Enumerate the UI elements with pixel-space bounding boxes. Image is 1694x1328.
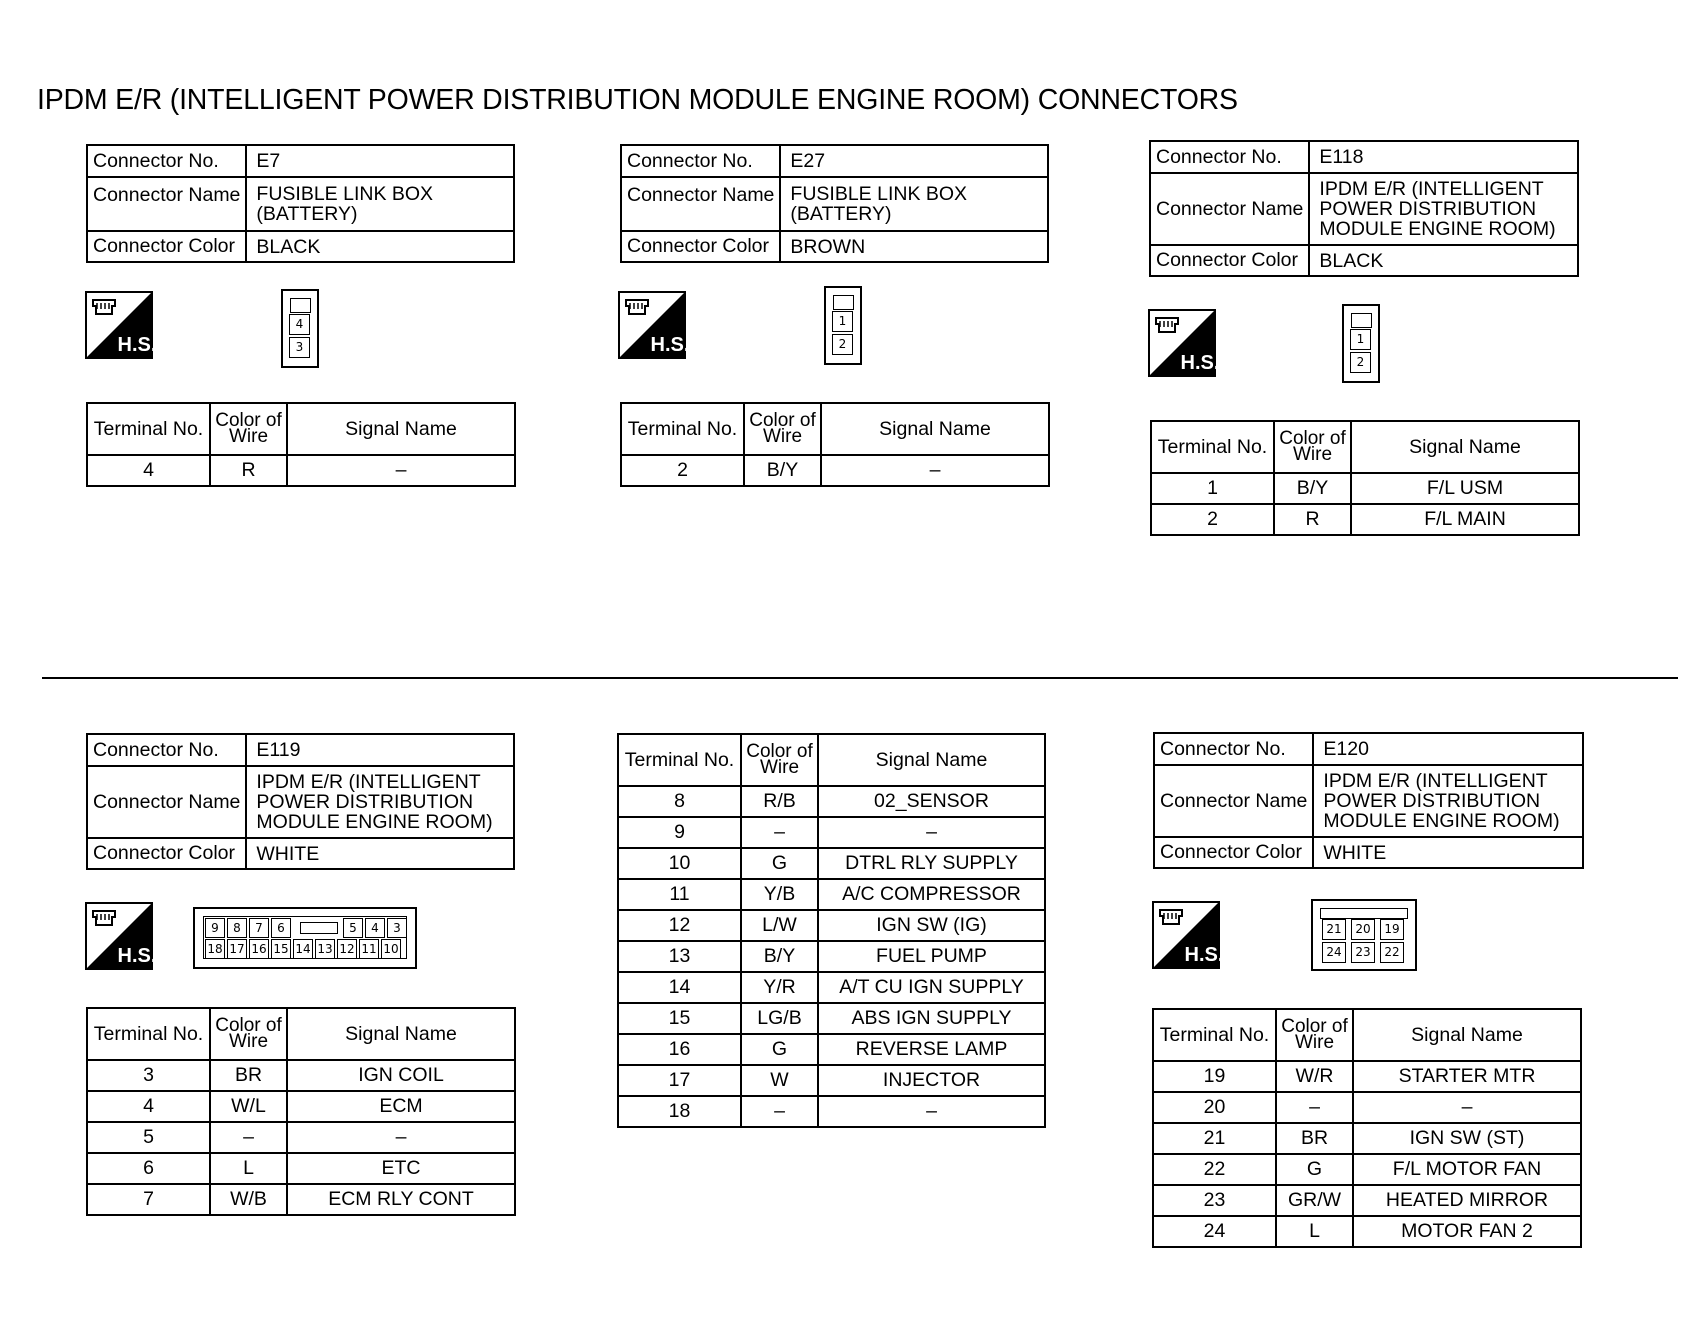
terminal-no-cell: 18 bbox=[618, 1096, 741, 1127]
terminal-arrangement-e7 bbox=[281, 289, 319, 368]
section-divider bbox=[42, 677, 1678, 679]
signal-name-cell: REVERSE LAMP bbox=[818, 1034, 1045, 1065]
connector-name-line: (BATTERY) bbox=[256, 203, 358, 225]
color-of-text: Color of bbox=[1279, 428, 1346, 449]
wire-color-cell: B/Y bbox=[744, 455, 821, 486]
connector-name-value bbox=[1309, 173, 1578, 245]
pin-cell: 4 bbox=[289, 314, 310, 335]
connector-no-label: Connector No. bbox=[1150, 141, 1309, 173]
signal-name-header: Signal Name bbox=[1351, 421, 1579, 473]
hs-label: H.S. bbox=[117, 334, 153, 356]
pin-cell: 3 bbox=[289, 337, 310, 358]
terminal-no-cell: 22 bbox=[1153, 1154, 1276, 1185]
table-row bbox=[618, 817, 1045, 848]
color-of-wire-header bbox=[1276, 1009, 1353, 1061]
wire-color-cell: GR/W bbox=[1276, 1185, 1353, 1216]
signal-name-cell: – bbox=[1353, 1092, 1581, 1123]
connector-no-label: Connector No. bbox=[87, 734, 246, 766]
terminal-no-cell: 11 bbox=[618, 879, 741, 910]
signal-name-cell: STARTER MTR bbox=[1353, 1061, 1581, 1092]
signal-name-cell: – bbox=[287, 1122, 515, 1153]
connector-info-e119 bbox=[86, 733, 515, 870]
pin-cell: 15 bbox=[271, 939, 291, 959]
pin-cell: 4 bbox=[365, 918, 385, 938]
connector-name-line: FUSIBLE LINK BOX bbox=[256, 183, 434, 205]
terminal-no-cell: 1 bbox=[1151, 473, 1274, 504]
connector-name-line: (BATTERY) bbox=[790, 203, 892, 225]
wire-color-cell: R bbox=[1274, 504, 1351, 535]
table-row bbox=[1153, 1154, 1581, 1185]
color-of-wire-header bbox=[1274, 421, 1351, 473]
wire-text: Wire bbox=[762, 426, 803, 447]
connector-name-label: Connector Name bbox=[87, 177, 246, 231]
pin-cell: 22 bbox=[1380, 942, 1404, 963]
terminal-arrangement-e27 bbox=[824, 286, 862, 365]
signal-name-cell: IGN SW (IG) bbox=[818, 910, 1045, 941]
wire-text: Wire bbox=[759, 757, 800, 778]
signal-name-cell: IGN COIL bbox=[287, 1060, 515, 1091]
wire-color-cell: R/B bbox=[741, 786, 818, 817]
terminal-no-header: Terminal No. bbox=[1153, 1009, 1276, 1061]
hs-label: H.S. bbox=[1184, 944, 1220, 966]
terminal-no-cell: 2 bbox=[1151, 504, 1274, 535]
table-row bbox=[618, 879, 1045, 910]
table-row bbox=[618, 1034, 1045, 1065]
terminal-no-cell: 4 bbox=[87, 1091, 210, 1122]
pin-cell: 13 bbox=[315, 939, 335, 959]
signal-name-cell: HEATED MIRROR bbox=[1353, 1185, 1581, 1216]
terminal-no-header: Terminal No. bbox=[618, 734, 741, 786]
wire-color-cell: G bbox=[741, 1034, 818, 1065]
table-row bbox=[87, 1060, 515, 1091]
connector-name-label: Connector Name bbox=[621, 177, 780, 231]
hs-connector-icon bbox=[1148, 309, 1216, 377]
connector-name-line: MODULE ENGINE ROOM) bbox=[256, 811, 493, 833]
color-of-wire-header bbox=[210, 403, 287, 455]
pin-cell: 8 bbox=[227, 918, 247, 938]
connector-no-value: E7 bbox=[246, 145, 514, 177]
wire-color-cell: L/W bbox=[741, 910, 818, 941]
pin-cell: 9 bbox=[205, 918, 225, 938]
wire-color-cell: B/Y bbox=[741, 941, 818, 972]
connector-name-label: Connector Name bbox=[1150, 173, 1309, 245]
wire-color-cell: W bbox=[741, 1065, 818, 1096]
table-row bbox=[87, 1153, 515, 1184]
signal-name-cell: – bbox=[818, 817, 1045, 848]
signal-name-cell: DTRL RLY SUPPLY bbox=[818, 848, 1045, 879]
table-row bbox=[618, 910, 1045, 941]
table-row bbox=[87, 455, 515, 486]
wire-color-cell: LG/B bbox=[741, 1003, 818, 1034]
wire-text: Wire bbox=[1294, 1032, 1335, 1053]
wire-color-cell: – bbox=[1276, 1092, 1353, 1123]
hs-label: H.S. bbox=[117, 945, 153, 967]
terminal-arrangement-e120 bbox=[1311, 899, 1417, 971]
connector-no-label: Connector No. bbox=[621, 145, 780, 177]
table-row bbox=[1153, 1061, 1581, 1092]
table-row bbox=[618, 848, 1045, 879]
terminal-table-e27 bbox=[620, 402, 1050, 487]
table-row bbox=[1151, 473, 1579, 504]
terminal-no-header: Terminal No. bbox=[1151, 421, 1274, 473]
wire-text: Wire bbox=[1292, 444, 1333, 465]
connector-no-label: Connector No. bbox=[1154, 733, 1313, 765]
color-of-text: Color of bbox=[215, 410, 282, 431]
terminal-no-cell: 7 bbox=[87, 1184, 210, 1215]
terminal-no-cell: 9 bbox=[618, 817, 741, 848]
terminal-no-cell: 12 bbox=[618, 910, 741, 941]
color-of-wire-header bbox=[744, 403, 821, 455]
wire-color-cell: BR bbox=[1276, 1123, 1353, 1154]
terminal-no-header: Terminal No. bbox=[87, 1008, 210, 1060]
table-row bbox=[1153, 1092, 1581, 1123]
connector-name-line: FUSIBLE LINK BOX bbox=[790, 183, 968, 205]
terminal-no-cell: 4 bbox=[87, 455, 210, 486]
pin-cell: 11 bbox=[359, 939, 379, 959]
terminal-no-cell: 23 bbox=[1153, 1185, 1276, 1216]
wire-color-cell: L bbox=[1276, 1216, 1353, 1247]
connector-name-line: POWER DISTRIBUTION bbox=[1319, 198, 1537, 220]
connector-info-e7 bbox=[86, 144, 515, 263]
connector-color-label: Connector Color bbox=[1150, 245, 1309, 276]
terminal-table-e118 bbox=[1150, 420, 1580, 536]
pin-cell: 20 bbox=[1351, 919, 1375, 940]
pin-cell: 1 bbox=[832, 311, 853, 332]
terminal-no-cell: 8 bbox=[618, 786, 741, 817]
connector-name-line: IPDM E/R (INTELLIGENT bbox=[256, 771, 481, 793]
table-row bbox=[1153, 1216, 1581, 1247]
signal-name-header: Signal Name bbox=[821, 403, 1049, 455]
terminal-no-cell: 15 bbox=[618, 1003, 741, 1034]
terminal-no-cell: 14 bbox=[618, 972, 741, 1003]
signal-name-cell: FUEL PUMP bbox=[818, 941, 1045, 972]
table-row bbox=[618, 972, 1045, 1003]
connector-color-value: BLACK bbox=[246, 231, 514, 262]
color-of-wire-header bbox=[210, 1008, 287, 1060]
signal-name-cell: – bbox=[818, 1096, 1045, 1127]
wire-color-cell: – bbox=[741, 817, 818, 848]
terminal-arrangement-e119 bbox=[193, 907, 417, 969]
connector-latch bbox=[833, 295, 854, 310]
pin-cell: 12 bbox=[337, 939, 357, 959]
wire-text: Wire bbox=[228, 426, 269, 447]
signal-name-cell: ECM RLY CONT bbox=[287, 1184, 515, 1215]
terminal-no-cell: 3 bbox=[87, 1060, 210, 1091]
table-row bbox=[1153, 1185, 1581, 1216]
color-of-wire-header bbox=[741, 734, 818, 786]
signal-name-cell: ETC bbox=[287, 1153, 515, 1184]
connector-latch bbox=[1351, 313, 1372, 328]
terminal-table-e119-continued bbox=[617, 733, 1046, 1128]
connector-name-value bbox=[246, 177, 514, 231]
connector-info-e27 bbox=[620, 144, 1049, 263]
table-row bbox=[621, 455, 1049, 486]
connector-no-value: E27 bbox=[780, 145, 1048, 177]
pin-cell: 24 bbox=[1322, 942, 1346, 963]
terminal-no-cell: 21 bbox=[1153, 1123, 1276, 1154]
wire-color-cell: – bbox=[210, 1122, 287, 1153]
signal-name-cell: A/C COMPRESSOR bbox=[818, 879, 1045, 910]
terminal-no-header: Terminal No. bbox=[621, 403, 744, 455]
pin-cell: 16 bbox=[249, 939, 269, 959]
table-row bbox=[1151, 504, 1579, 535]
connector-name-line: POWER DISTRIBUTION bbox=[1323, 790, 1541, 812]
pin-cell: 2 bbox=[1350, 352, 1371, 373]
pin-cell: 23 bbox=[1351, 942, 1375, 963]
connector-color-value: BROWN bbox=[780, 231, 1048, 262]
signal-name-cell: – bbox=[287, 455, 515, 486]
connector-info-e118 bbox=[1149, 140, 1579, 277]
wire-color-cell: R bbox=[210, 455, 287, 486]
terminal-no-cell: 17 bbox=[618, 1065, 741, 1096]
pin-cell: 17 bbox=[227, 939, 247, 959]
wire-color-cell: B/Y bbox=[1274, 473, 1351, 504]
connector-color-label: Connector Color bbox=[1154, 837, 1313, 868]
wire-color-cell: W/L bbox=[210, 1091, 287, 1122]
page-title: IPDM E/R (INTELLIGENT POWER DISTRIBUTION MODULE ENGINE ROOM) CONNECTORS bbox=[37, 84, 1238, 116]
pin-cell: 19 bbox=[1380, 919, 1404, 940]
pin-cell: 14 bbox=[293, 939, 313, 959]
signal-name-cell: MOTOR FAN 2 bbox=[1353, 1216, 1581, 1247]
pin-cell: 21 bbox=[1322, 919, 1346, 940]
wire-color-cell: G bbox=[741, 848, 818, 879]
connector-name-line: MODULE ENGINE ROOM) bbox=[1319, 218, 1556, 240]
terminal-no-cell: 6 bbox=[87, 1153, 210, 1184]
table-row bbox=[87, 1091, 515, 1122]
connector-name-value bbox=[246, 766, 514, 838]
pin-cell: 6 bbox=[271, 918, 291, 938]
color-of-text: Color of bbox=[215, 1015, 282, 1036]
pin-cell: 5 bbox=[343, 918, 363, 938]
wire-text: Wire bbox=[228, 1031, 269, 1052]
color-of-text: Color of bbox=[749, 410, 816, 431]
terminal-table-e120 bbox=[1152, 1008, 1582, 1248]
pin-cell: 1 bbox=[1350, 329, 1371, 350]
pin-cell: 10 bbox=[381, 939, 401, 959]
connector-color-label: Connector Color bbox=[87, 838, 246, 869]
color-of-text: Color of bbox=[1281, 1016, 1348, 1037]
table-row bbox=[87, 1122, 515, 1153]
connector-no-value: E120 bbox=[1313, 733, 1583, 765]
hs-connector-icon bbox=[85, 291, 153, 359]
signal-name-cell: ABS IGN SUPPLY bbox=[818, 1003, 1045, 1034]
terminal-no-cell: 16 bbox=[618, 1034, 741, 1065]
wire-color-cell: – bbox=[741, 1096, 818, 1127]
pin-cell: 2 bbox=[832, 334, 853, 355]
wire-color-cell: Y/B bbox=[741, 879, 818, 910]
table-row bbox=[618, 941, 1045, 972]
wire-color-cell: W/R bbox=[1276, 1061, 1353, 1092]
hs-connector-icon bbox=[85, 902, 153, 970]
connector-no-value: E119 bbox=[246, 734, 514, 766]
hs-label: H.S. bbox=[650, 334, 686, 356]
signal-name-header: Signal Name bbox=[287, 1008, 515, 1060]
terminal-no-cell: 24 bbox=[1153, 1216, 1276, 1247]
connector-name-label: Connector Name bbox=[1154, 765, 1313, 837]
connector-color-label: Connector Color bbox=[87, 231, 246, 262]
connector-no-label: Connector No. bbox=[87, 145, 246, 177]
connector-name-value bbox=[1313, 765, 1583, 837]
wire-color-cell: Y/R bbox=[741, 972, 818, 1003]
signal-name-cell: INJECTOR bbox=[818, 1065, 1045, 1096]
connector-color-label: Connector Color bbox=[621, 231, 780, 262]
signal-name-cell: – bbox=[821, 455, 1049, 486]
terminal-table-e7 bbox=[86, 402, 516, 487]
connector-name-line: POWER DISTRIBUTION bbox=[256, 791, 474, 813]
connector-info-e120 bbox=[1153, 732, 1584, 869]
pin-cell: 7 bbox=[249, 918, 269, 938]
table-row bbox=[618, 1065, 1045, 1096]
signal-name-cell: F/L USM bbox=[1351, 473, 1579, 504]
terminal-no-cell: 20 bbox=[1153, 1092, 1276, 1123]
signal-name-cell: A/T CU IGN SUPPLY bbox=[818, 972, 1045, 1003]
pin-cell: 3 bbox=[387, 918, 407, 938]
hs-connector-icon bbox=[618, 291, 686, 359]
connector-name-value bbox=[780, 177, 1048, 231]
wire-color-cell: W/B bbox=[210, 1184, 287, 1215]
connector-no-value: E118 bbox=[1309, 141, 1578, 173]
terminal-no-cell: 2 bbox=[621, 455, 744, 486]
signal-name-header: Signal Name bbox=[1353, 1009, 1581, 1061]
table-row bbox=[618, 1003, 1045, 1034]
connector-name-label: Connector Name bbox=[87, 766, 246, 838]
signal-name-header: Signal Name bbox=[287, 403, 515, 455]
terminal-no-header: Terminal No. bbox=[87, 403, 210, 455]
signal-name-header: Signal Name bbox=[818, 734, 1045, 786]
hs-connector-icon bbox=[1152, 901, 1220, 969]
connector-color-value: WHITE bbox=[246, 838, 514, 869]
connector-color-value: BLACK bbox=[1309, 245, 1578, 276]
wire-color-cell: BR bbox=[210, 1060, 287, 1091]
table-row bbox=[87, 1184, 515, 1215]
terminal-table-e119 bbox=[86, 1007, 516, 1216]
signal-name-cell: F/L MAIN bbox=[1351, 504, 1579, 535]
table-row bbox=[1153, 1123, 1581, 1154]
connector-latch bbox=[300, 922, 338, 934]
connector-latch bbox=[1320, 908, 1408, 919]
signal-name-cell: ECM bbox=[287, 1091, 515, 1122]
connector-latch bbox=[290, 298, 311, 313]
wire-color-cell: G bbox=[1276, 1154, 1353, 1185]
connector-name-line: IPDM E/R (INTELLIGENT bbox=[1319, 178, 1544, 200]
table-row bbox=[618, 1096, 1045, 1127]
hs-label: H.S. bbox=[1180, 352, 1216, 374]
terminal-no-cell: 19 bbox=[1153, 1061, 1276, 1092]
pin-cell: 18 bbox=[205, 939, 225, 959]
signal-name-cell: IGN SW (ST) bbox=[1353, 1123, 1581, 1154]
terminal-no-cell: 5 bbox=[87, 1122, 210, 1153]
connector-name-line: MODULE ENGINE ROOM) bbox=[1323, 810, 1560, 832]
terminal-arrangement-e118 bbox=[1342, 304, 1380, 383]
connector-name-line: IPDM E/R (INTELLIGENT bbox=[1323, 770, 1548, 792]
signal-name-cell: F/L MOTOR FAN bbox=[1353, 1154, 1581, 1185]
terminal-no-cell: 10 bbox=[618, 848, 741, 879]
table-row bbox=[618, 786, 1045, 817]
wire-color-cell: L bbox=[210, 1153, 287, 1184]
signal-name-cell: 02_SENSOR bbox=[818, 786, 1045, 817]
connector-color-value: WHITE bbox=[1313, 837, 1583, 868]
terminal-no-cell: 13 bbox=[618, 941, 741, 972]
color-of-text: Color of bbox=[746, 741, 813, 762]
